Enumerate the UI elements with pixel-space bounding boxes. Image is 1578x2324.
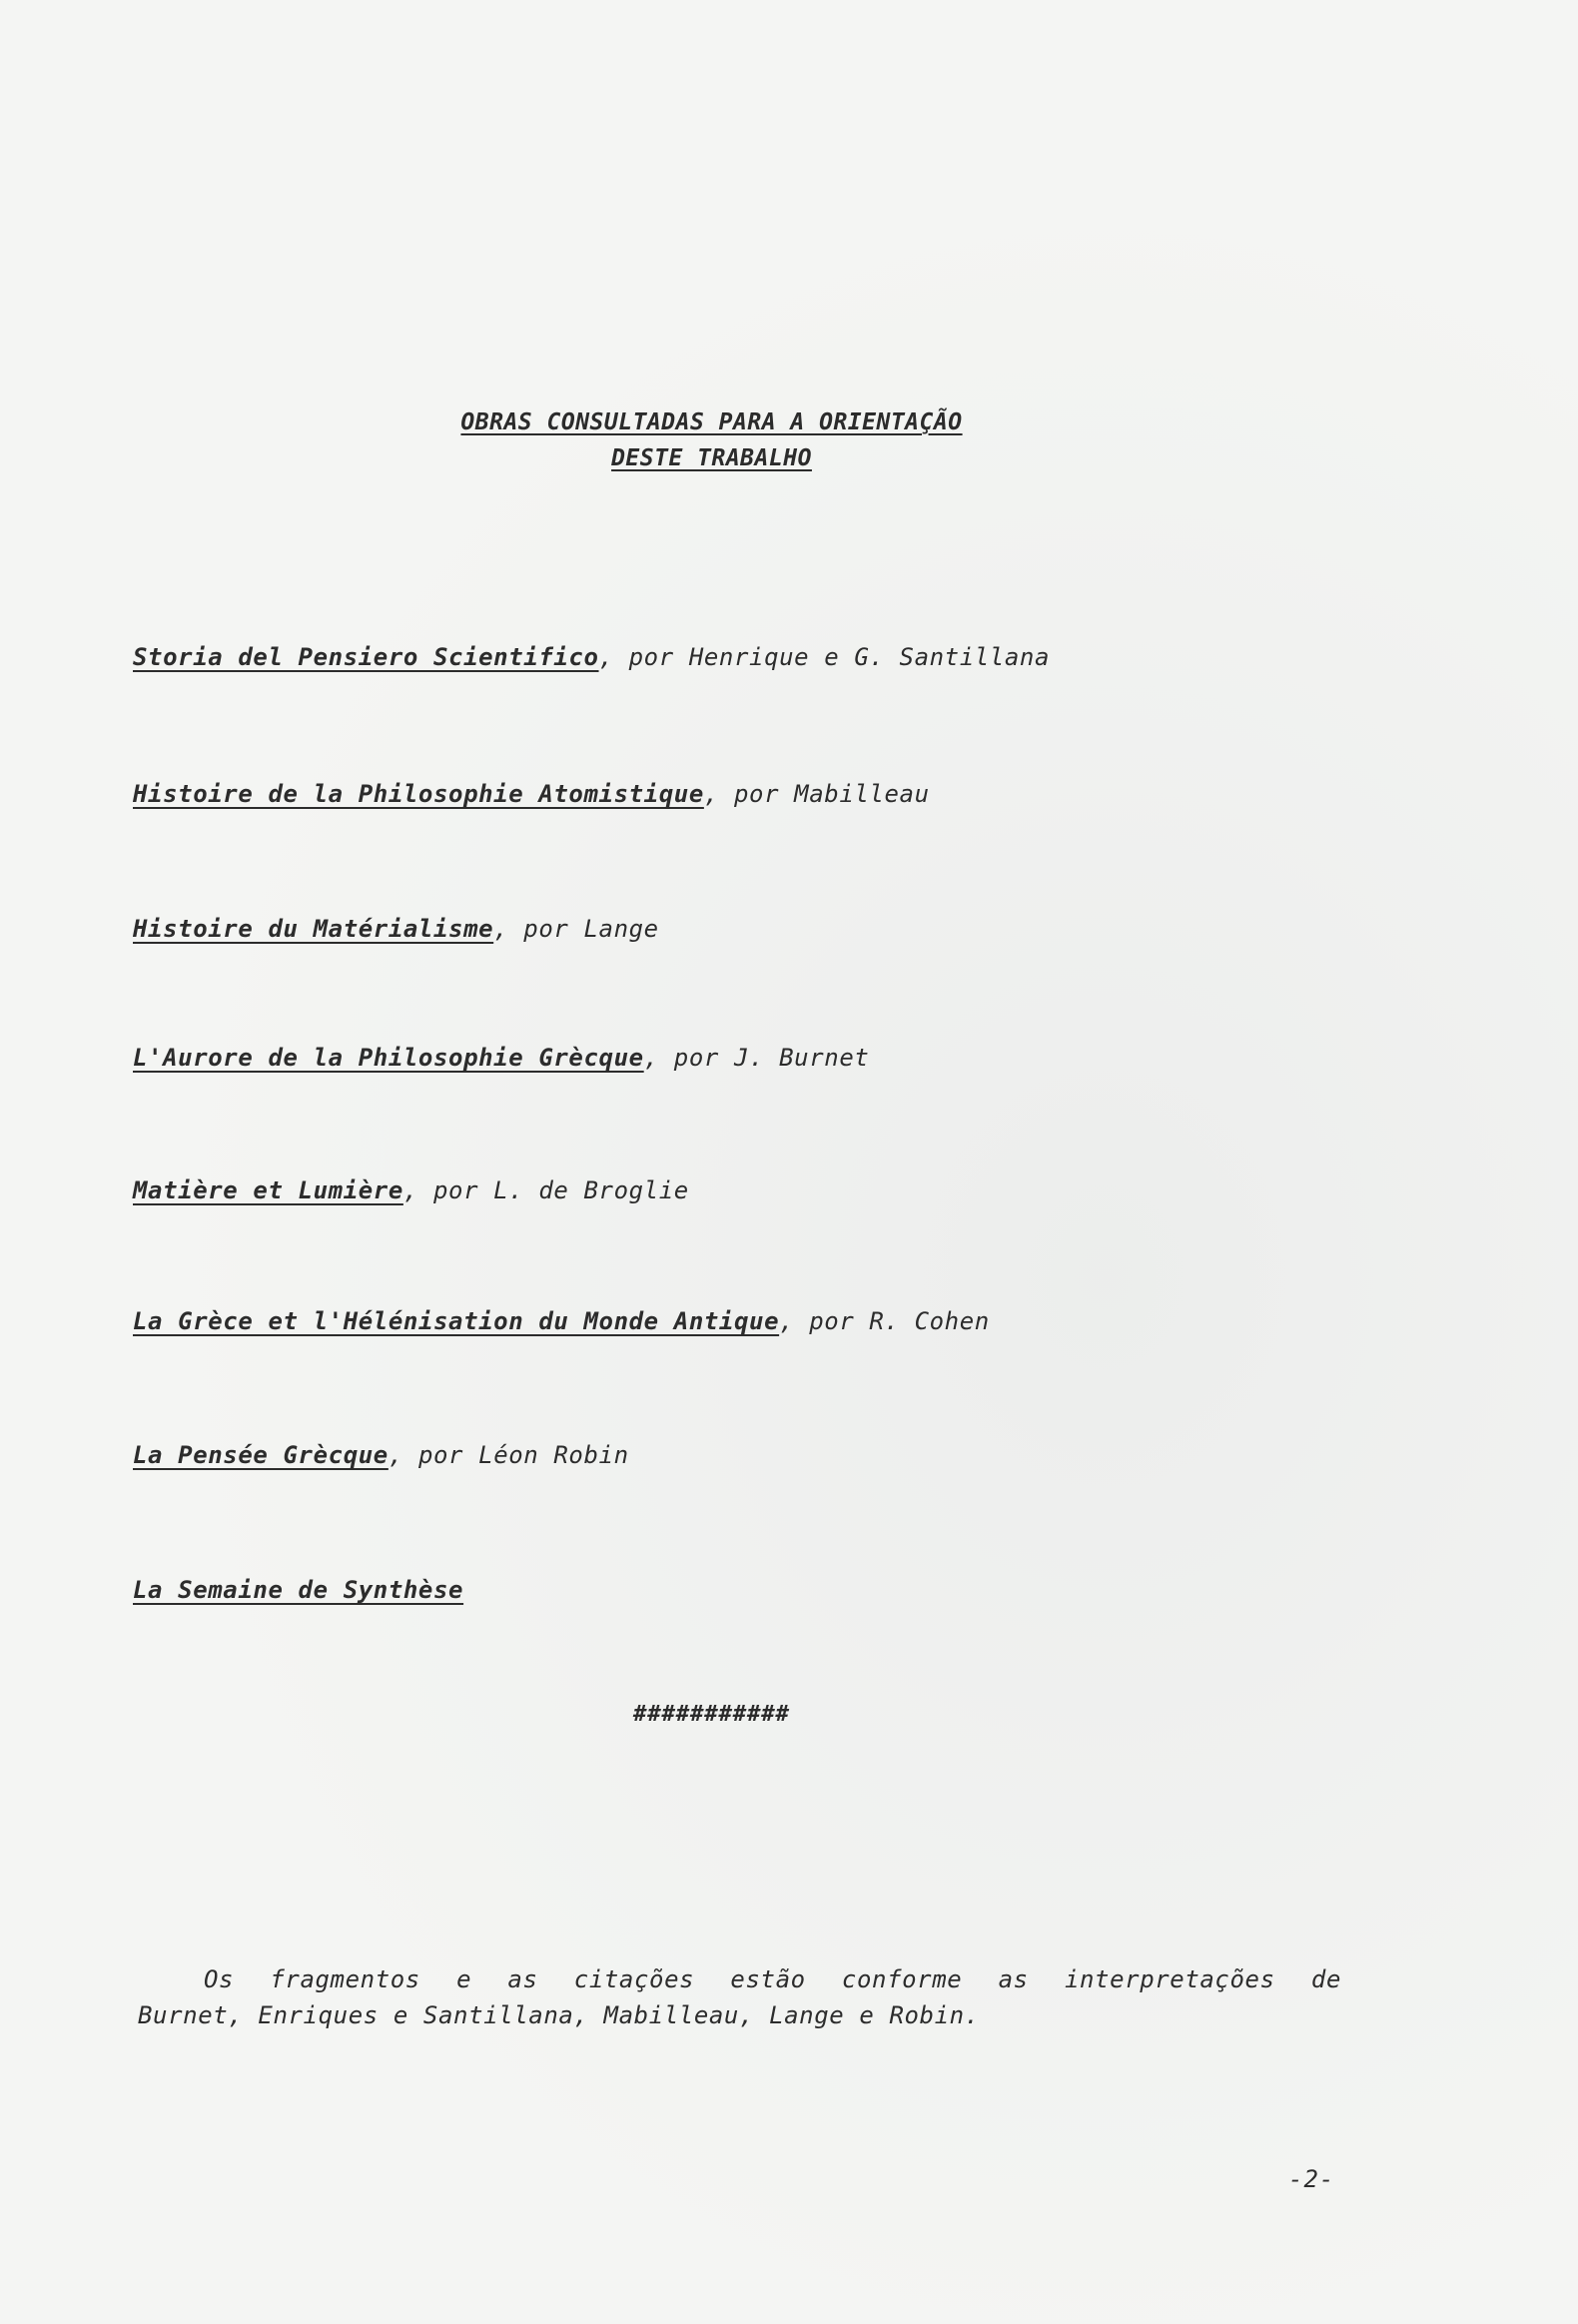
reference-title: La Pensée Grècque: [133, 1441, 389, 1469]
reference-title: La Grèce et l'Hélénisation du Monde Antique: [133, 1307, 780, 1335]
reference-title: Histoire de la Philosophie Atomistique: [133, 780, 704, 808]
reference-author: , por L. de Broglie: [402, 1176, 689, 1204]
reference-title: L'Aurore de la Philosophie Grècque: [133, 1044, 644, 1072]
reference-author: , por J. Burnet: [643, 1044, 870, 1072]
reference-author: , por Lange: [493, 915, 659, 943]
reference-item: [133, 643, 1050, 671]
reference-item: [133, 1307, 990, 1335]
reference-author: , por Mabilleau: [703, 780, 930, 808]
reference-author: , por R. Cohen: [779, 1307, 990, 1335]
reference-title: Histoire du Matérialisme: [133, 915, 494, 943]
source-note: [138, 1961, 1341, 2033]
page-number: -2-: [1288, 2165, 1335, 2193]
page-title-line-1: OBRAS CONSULTADAS PARA A ORIENTAÇÃO: [460, 409, 963, 435]
reference-item: [133, 915, 659, 943]
reference-title: Matière et Lumière: [133, 1176, 403, 1204]
reference-title: Storia del Pensiero Scientifico: [133, 643, 599, 671]
source-note-line-2: Burnet, Enriques e Santillana, Mabilleau, Lange e Robin.: [138, 2001, 980, 2029]
reference-item: [133, 1176, 689, 1204]
source-note-line-1: Os fragmentos e as citações estão conforme as interpretações de: [204, 1965, 1341, 1993]
reference-item: [133, 1576, 463, 1604]
reference-item: [133, 1441, 629, 1469]
reference-author: , por Léon Robin: [388, 1441, 629, 1469]
reference-author: , por Henrique e G. Santillana: [598, 643, 1051, 671]
reference-item: [133, 1044, 869, 1072]
reference-title: La Semaine de Synthèse: [133, 1576, 464, 1604]
reference-item: [133, 780, 930, 808]
section-separator: ###########: [633, 1702, 790, 1727]
page-title-line-2: DESTE TRABALHO: [611, 445, 812, 471]
